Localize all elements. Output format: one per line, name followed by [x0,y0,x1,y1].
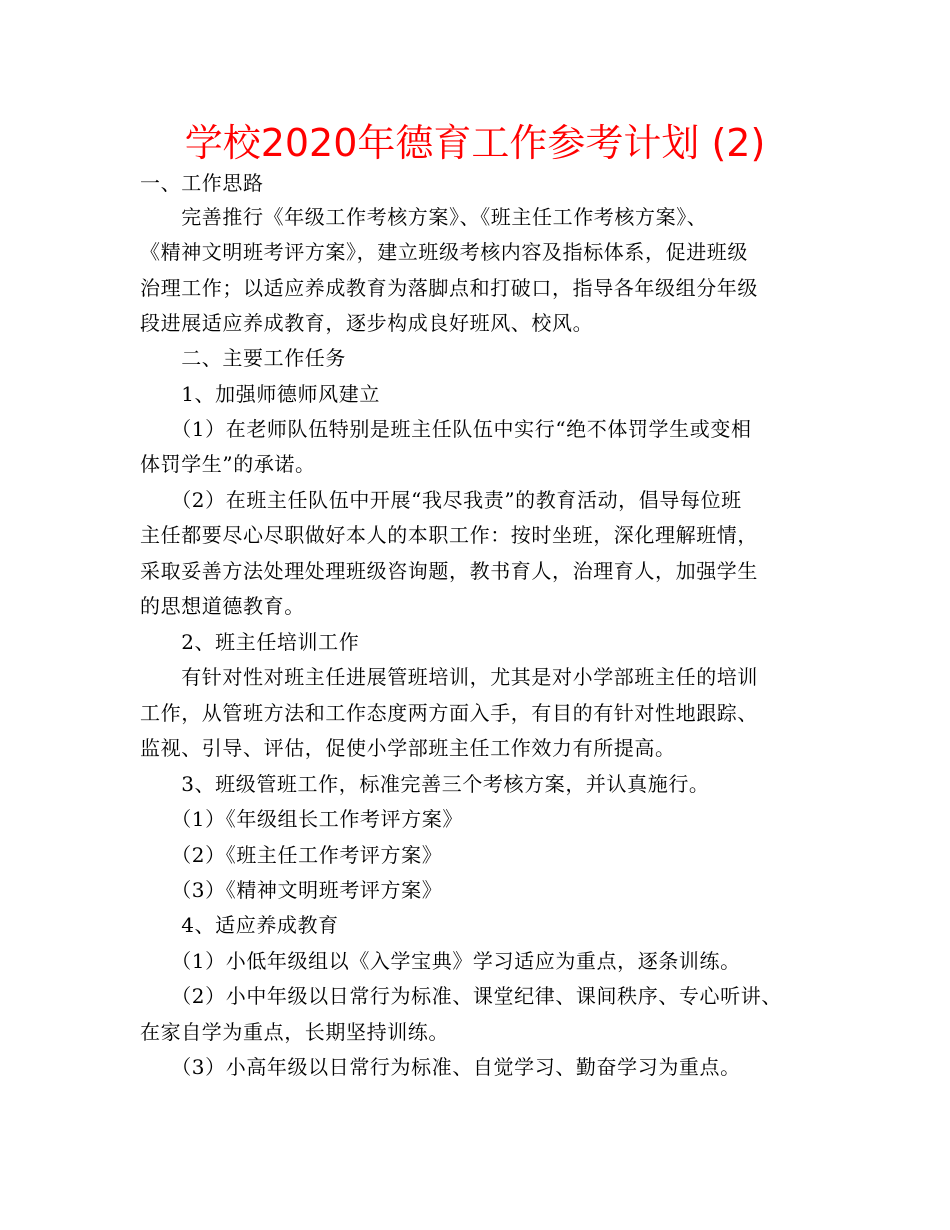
text-line: （2）在班主任队伍中开展“我尽我责”的教育活动，倡导每位班 [140,488,742,512]
text-line: 有针对性对班主任进展管班培训，尤其是对小学部班主任的培训 [140,665,758,689]
text-line: 《精神文明班考评方案》，建立班级考核内容及指标体系，促进班级 [140,240,748,264]
text-line: 完善推行《年级工作考核方案》、《班主任工作考核方案》、 [140,205,708,229]
list-item: （1）《年级组长工作考评方案》 [140,807,463,831]
list-item: （3）《精神文明班考评方案》 [140,878,443,902]
text-line: 监视、引导、评估，促使小学部班主任工作效力有所提高。 [140,736,676,760]
text-line: （1）在老师队伍特别是班主任队伍中实行“绝不体罚学生或变相 [140,417,752,441]
list-item: （3）小高年级以日常行为标准、自觉学习、勤奋学习为重点。 [140,1055,741,1079]
subsection-heading: 4、适应养成教育 [140,913,339,937]
text-line: 一、工作思路 [140,171,264,195]
document-title: 学校2020年德育工作参考计划 (2) [184,121,766,165]
text-line: 的思想道德教育。 [140,594,305,618]
text-line: 工作，从管班方法和工作态度两方面入手，有目的有针对性地跟踪、 [140,701,758,725]
text-line: 治理工作；以适应养成教育为落脚点和打破口，指导各年级组分年级 [140,276,758,300]
text-line: 在家自学为重点，长期坚持训练。 [140,1020,449,1044]
text-line: 段进展适应养成教育，逐步构成良好班风、校风。 [140,311,594,335]
subsection-heading: 2、班主任培训工作 [140,630,360,654]
list-item: （2）小中年级以日常行为标准、课堂纪律、课间秩序、专心听讲、 [140,984,782,1008]
list-item: （2）《班主任工作考评方案》 [140,843,443,867]
subsection-heading: 3、班级管班工作，标准完善三个考核方案，并认真施行。 [140,772,710,796]
list-item: （1）小低年级组以《入学宝典》学习适应为重点，逐条训练。 [140,949,741,973]
subsection-heading: 1、加强师德师风建立 [140,382,380,406]
text-line: 采取妥善方法处理处理班级咨询题，教书育人，治理育人，加强学生 [140,559,758,583]
section-heading: 二、主要工作任务 [140,346,346,370]
text-line: 主任都要尽心尽职做好本人的本职工作：按时坐班，深化理解班情， [140,523,758,547]
text-line: 体罚学生”的承诺。 [140,452,316,476]
